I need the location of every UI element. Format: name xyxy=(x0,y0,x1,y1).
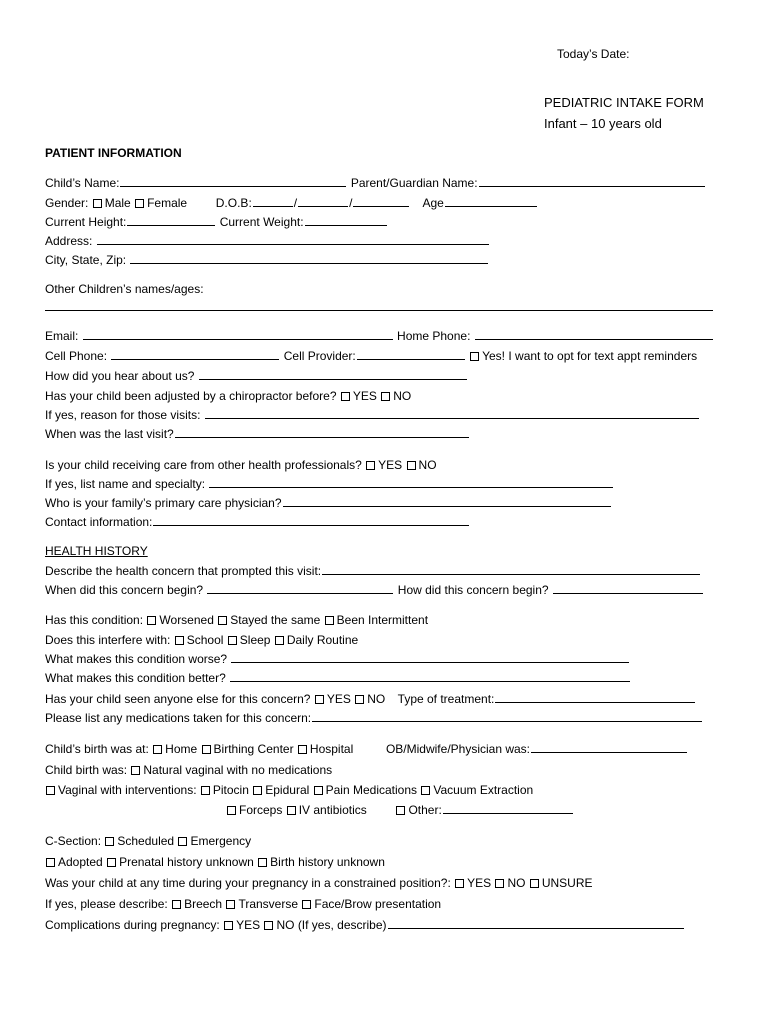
hear-about-field[interactable] xyxy=(199,369,467,380)
age-label: Age xyxy=(422,196,444,210)
city-row xyxy=(45,252,489,268)
other-label: Other: xyxy=(408,803,442,817)
other-children-field[interactable] xyxy=(45,300,713,311)
constrained-label: Was your child at any time during your pregnancy in a constrained position?: xyxy=(45,876,451,890)
seen-anyone-row xyxy=(45,691,696,707)
stayed-label: Stayed the same xyxy=(230,613,321,627)
home-phone-label: Home Phone: xyxy=(397,329,471,343)
vaginal-interventions-row xyxy=(45,782,533,798)
vacuum-label: Vacuum Extraction xyxy=(433,783,534,797)
list-name-label: If yes, list name and specialty: xyxy=(45,477,206,491)
birthing-center-checkbox[interactable] xyxy=(202,745,211,754)
childs-name-row xyxy=(45,175,706,191)
childs-name-label: Child’s Name: xyxy=(45,176,120,190)
daily-label: Daily Routine xyxy=(286,633,359,647)
last-visit-row xyxy=(45,426,470,442)
list-name-field[interactable] xyxy=(209,477,613,488)
if-yes-describe-row xyxy=(45,896,441,912)
vaginal-interventions-label: Vaginal with interventions: xyxy=(58,783,197,797)
type-treatment-label: Type of treatment: xyxy=(397,692,495,706)
other-checkbox[interactable] xyxy=(396,806,405,815)
current-height-label: Current Height: xyxy=(45,215,127,229)
iv-label: IV antibiotics xyxy=(298,803,367,817)
type-treatment-field[interactable] xyxy=(495,692,695,703)
medications-field[interactable] xyxy=(312,711,702,722)
other-care-yes-label: YES xyxy=(378,458,403,472)
dob-month-field[interactable] xyxy=(253,196,293,207)
form-title: PEDIATRIC INTAKE FORM xyxy=(544,95,704,110)
describe-label: Describe the health concern that prompted this visit: xyxy=(45,564,322,578)
adopted-row xyxy=(45,854,385,870)
other-children-row xyxy=(45,299,713,315)
has-condition-row xyxy=(45,612,428,628)
intermittent-label: Been Intermittent xyxy=(336,613,429,627)
list-name-row xyxy=(45,476,614,492)
constrained-unsure-label: UNSURE xyxy=(541,876,593,890)
todays-date-label: Today’s Date: xyxy=(557,47,630,61)
seen-no-checkbox[interactable] xyxy=(355,695,364,704)
complications-describe-label: (If yes, describe) xyxy=(297,918,387,932)
constrained-yes-label: YES xyxy=(467,876,492,890)
constrained-no-label: NO xyxy=(507,876,526,890)
address-field[interactable] xyxy=(97,234,489,245)
birth-unknown-checkbox[interactable] xyxy=(258,858,267,867)
patient-info-heading: PATIENT INFORMATION xyxy=(45,146,182,160)
city-field[interactable] xyxy=(130,253,488,264)
face-brow-label: Face/Brow presentation xyxy=(314,897,442,911)
when-begin-row xyxy=(45,582,704,598)
adjusted-row xyxy=(45,388,411,404)
epidural-checkbox[interactable] xyxy=(253,786,262,795)
other-children-label: Other Children’s names/ages: xyxy=(45,282,204,296)
scheduled-checkbox[interactable] xyxy=(105,837,114,846)
complications-row xyxy=(45,917,685,933)
home-label: Home xyxy=(165,742,198,756)
emergency-checkbox[interactable] xyxy=(178,837,187,846)
pitocin-checkbox[interactable] xyxy=(201,786,210,795)
adopted-checkbox[interactable] xyxy=(46,858,55,867)
adjusted-no-checkbox[interactable] xyxy=(381,392,390,401)
natural-checkbox[interactable] xyxy=(131,766,140,775)
daily-checkbox[interactable] xyxy=(275,636,284,645)
home-phone-field[interactable] xyxy=(475,329,713,340)
pain-meds-label: Pain Medications xyxy=(325,783,418,797)
address-label: Address: xyxy=(45,234,93,248)
primary-care-row xyxy=(45,495,612,511)
complications-yes-checkbox[interactable] xyxy=(224,921,233,930)
cell-phone-field[interactable] xyxy=(111,349,279,360)
contact-label: Contact information: xyxy=(45,515,153,529)
constrained-no-checkbox[interactable] xyxy=(495,879,504,888)
hear-about-row xyxy=(45,368,468,384)
complications-label: Complications during pregnancy: xyxy=(45,918,220,932)
vaginal-interventions-checkbox[interactable] xyxy=(46,786,55,795)
reason-label: If yes, reason for those visits: xyxy=(45,408,201,422)
when-begin-label: When did this concern begin? xyxy=(45,583,204,597)
describe-row xyxy=(45,563,701,579)
how-begin-field[interactable] xyxy=(553,583,703,594)
female-label: Female xyxy=(147,196,188,210)
worsened-checkbox[interactable] xyxy=(147,616,156,625)
birth-at-label: Child’s birth was at: xyxy=(45,742,149,756)
adjusted-label: Has your child been adjusted by a chiropractor before? xyxy=(45,389,337,403)
better-row xyxy=(45,670,631,686)
adjusted-no-label: NO xyxy=(393,389,412,403)
complications-yes-label: YES xyxy=(236,918,261,932)
constrained-row xyxy=(45,875,593,891)
complications-no-checkbox[interactable] xyxy=(264,921,273,930)
cell-phone-label: Cell Phone: xyxy=(45,349,108,363)
describe-field[interactable] xyxy=(322,564,700,575)
male-checkbox[interactable] xyxy=(93,199,102,208)
child-birth-was-label: Child birth was: xyxy=(45,763,128,777)
parent-name-label: Parent/Guardian Name: xyxy=(350,176,478,190)
medications-label: Please list any medications taken for this concern: xyxy=(45,711,312,725)
school-label: School xyxy=(186,633,224,647)
constrained-yes-checkbox[interactable] xyxy=(455,879,464,888)
constrained-unsure-checkbox[interactable] xyxy=(530,879,539,888)
seen-yes-checkbox[interactable] xyxy=(315,695,324,704)
gender-row xyxy=(45,195,538,211)
worse-field[interactable] xyxy=(231,652,629,663)
complications-no-label: NO xyxy=(276,918,295,932)
cell-phone-row xyxy=(45,348,697,364)
other-field[interactable] xyxy=(443,803,573,814)
interfere-label: Does this interfere with: xyxy=(45,633,171,647)
medications-row xyxy=(45,710,703,726)
adjusted-yes-label: YES xyxy=(352,389,377,403)
parent-name-field[interactable] xyxy=(479,176,705,187)
csection-row xyxy=(45,833,251,849)
prenatal-unknown-label: Prenatal history unknown xyxy=(119,855,254,869)
dob-year-field[interactable] xyxy=(353,196,409,207)
intermittent-checkbox[interactable] xyxy=(325,616,334,625)
gender-label: Gender: xyxy=(45,196,89,210)
has-condition-label: Has this condition: xyxy=(45,613,144,627)
interfere-row xyxy=(45,632,358,648)
face-brow-checkbox[interactable] xyxy=(302,900,311,909)
when-begin-field[interactable] xyxy=(207,583,393,594)
sleep-label: Sleep xyxy=(239,633,271,647)
school-checkbox[interactable] xyxy=(175,636,184,645)
ob-field[interactable] xyxy=(531,742,687,753)
seen-yes-label: YES xyxy=(326,692,351,706)
dob-day-field[interactable] xyxy=(298,196,348,207)
stayed-checkbox[interactable] xyxy=(218,616,227,625)
breech-checkbox[interactable] xyxy=(172,900,181,909)
current-height-field[interactable] xyxy=(127,215,215,226)
reason-row xyxy=(45,407,700,423)
seen-no-label: NO xyxy=(367,692,386,706)
female-checkbox[interactable] xyxy=(135,199,144,208)
pitocin-label: Pitocin xyxy=(212,783,249,797)
dob-slash-2: / xyxy=(349,196,353,210)
other-care-no-checkbox[interactable] xyxy=(407,461,416,470)
pain-meds-checkbox[interactable] xyxy=(314,786,323,795)
adopted-label: Adopted xyxy=(58,855,103,869)
home-checkbox[interactable] xyxy=(153,745,162,754)
childs-name-field[interactable] xyxy=(120,176,346,187)
email-field[interactable] xyxy=(83,329,393,340)
worse-label: What makes this condition worse? xyxy=(45,652,228,666)
transverse-label: Transverse xyxy=(238,897,299,911)
cell-provider-field[interactable] xyxy=(357,349,465,360)
text-opt-label: Yes! I want to opt for text appt reminders xyxy=(482,349,698,363)
hospital-checkbox[interactable] xyxy=(298,745,307,754)
natural-label: Natural vaginal with no medications xyxy=(143,763,333,777)
height-weight-row xyxy=(45,214,388,230)
adjusted-yes-checkbox[interactable] xyxy=(341,392,350,401)
vacuum-checkbox[interactable] xyxy=(421,786,430,795)
epidural-label: Epidural xyxy=(265,783,310,797)
birth-at-row xyxy=(45,741,688,757)
iv-checkbox[interactable] xyxy=(287,806,296,815)
contact-row xyxy=(45,514,470,530)
how-begin-label: How did this concern begin? xyxy=(397,583,549,597)
worsened-label: Worsened xyxy=(159,613,214,627)
complications-field[interactable] xyxy=(388,918,684,929)
primary-care-label: Who is your family’s primary care physician? xyxy=(45,496,282,510)
worse-row xyxy=(45,651,630,667)
current-weight-field[interactable] xyxy=(305,215,387,226)
emergency-label: Emergency xyxy=(190,834,252,848)
breech-label: Breech xyxy=(184,897,223,911)
other-care-no-label: NO xyxy=(418,458,437,472)
forceps-label: Forceps xyxy=(239,803,283,817)
email-row xyxy=(45,328,714,344)
seen-anyone-label: Has your child seen anyone else for this concern? xyxy=(45,692,311,706)
reason-field[interactable] xyxy=(205,408,699,419)
better-label: What makes this condition better? xyxy=(45,671,226,685)
forceps-row xyxy=(226,802,574,818)
health-history-heading: HEALTH HISTORY xyxy=(45,544,148,558)
email-label: Email: xyxy=(45,329,79,343)
ob-label: OB/Midwife/Physician was: xyxy=(385,742,531,756)
current-weight-label: Current Weight: xyxy=(219,215,304,229)
hospital-label: Hospital xyxy=(309,742,354,756)
birthing-center-label: Birthing Center xyxy=(213,742,294,756)
if-yes-describe-label: If yes, please describe: xyxy=(45,897,168,911)
other-care-yes-checkbox[interactable] xyxy=(366,461,375,470)
address-row xyxy=(45,233,490,249)
city-label: City, State, Zip: xyxy=(45,253,127,267)
age-field[interactable] xyxy=(445,196,537,207)
cell-provider-label: Cell Provider: xyxy=(283,349,356,363)
last-visit-field[interactable] xyxy=(175,427,469,438)
other-care-label: Is your child receiving care from other health professionals? xyxy=(45,458,362,472)
form-subtitle: Infant – 10 years old xyxy=(544,116,662,131)
contact-field[interactable] xyxy=(153,515,469,526)
forceps-checkbox[interactable] xyxy=(227,806,236,815)
text-opt-checkbox[interactable] xyxy=(470,352,479,361)
other-care-row xyxy=(45,457,437,473)
dob-label: D.O.B: xyxy=(215,196,252,210)
prenatal-unknown-checkbox[interactable] xyxy=(107,858,116,867)
primary-care-field[interactable] xyxy=(283,496,611,507)
male-label: Male xyxy=(104,196,131,210)
child-birth-was-row xyxy=(45,762,332,778)
hear-about-label: How did you hear about us? xyxy=(45,369,195,383)
sleep-checkbox[interactable] xyxy=(228,636,237,645)
scheduled-label: Scheduled xyxy=(117,834,175,848)
birth-unknown-label: Birth history unknown xyxy=(270,855,385,869)
transverse-checkbox[interactable] xyxy=(226,900,235,909)
better-field[interactable] xyxy=(230,671,630,682)
csection-label: C-Section: xyxy=(45,834,102,848)
dob-slash-1: / xyxy=(293,196,298,210)
last-visit-label: When was the last visit? xyxy=(45,427,174,441)
